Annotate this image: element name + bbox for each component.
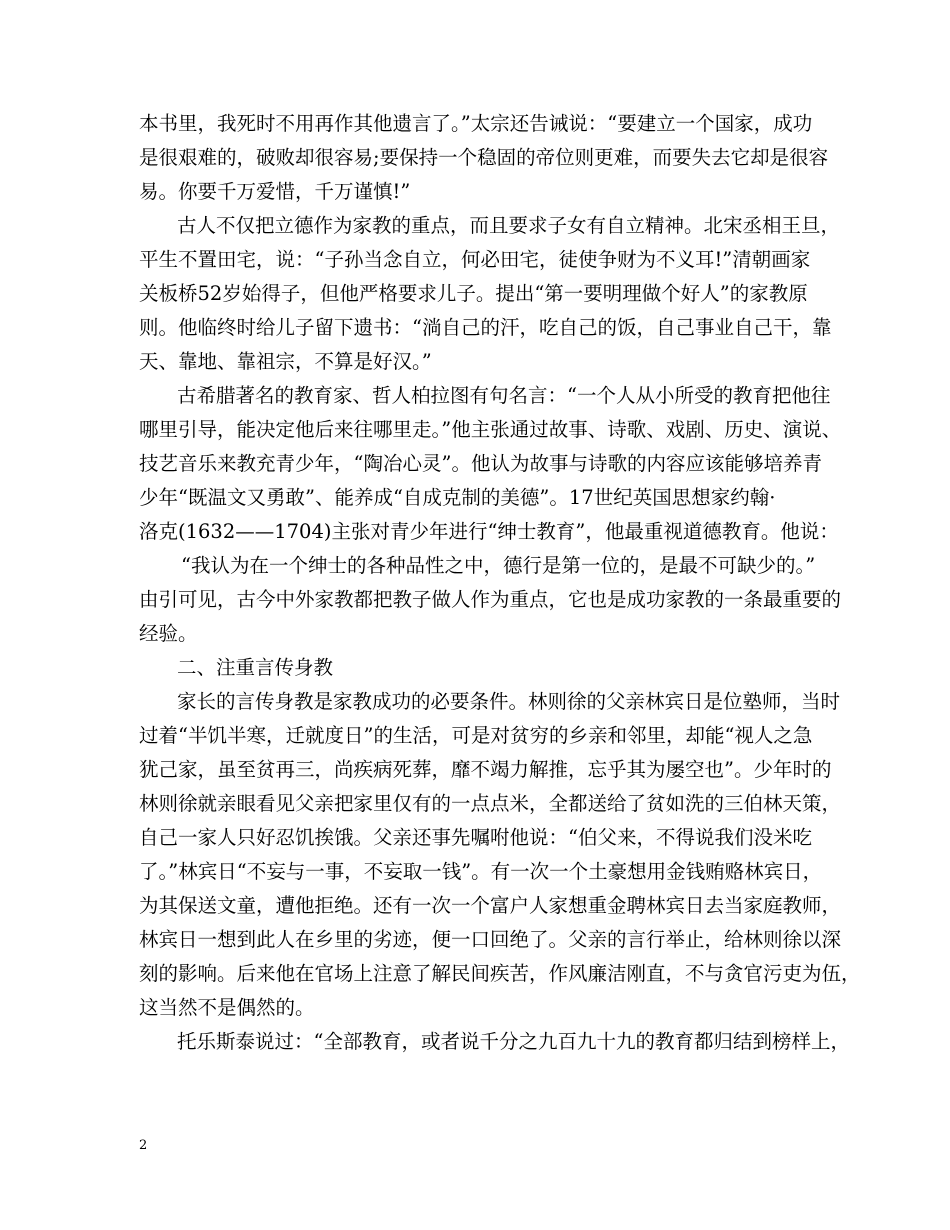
- text-line: 这当然不是偶然的。: [139, 996, 315, 1019]
- text-line: 本书里，我死时不用再作其他遗言了。”太宗还告诫说：“要建立一个国家，成功: [139, 112, 813, 135]
- text-line: 天、靠地、靠祖宗，不算是好汉。”: [139, 350, 432, 373]
- text-line: 哪里引导，能决定他后来往哪里走。”他主张通过故事、诗歌、戏剧、历史、演说、: [139, 418, 842, 441]
- text-line: 自己一家人只好忍饥挨饿。父亲还事先嘱咐他说：“伯父来，不得说我们没米吃: [139, 826, 812, 849]
- text-line: 易。你要千万爱惜，千万谨慎!”: [139, 180, 411, 203]
- text-line: 是很艰难的，破败却很容易;要保持一个稳固的帝位则更难，而要失去它却是很容: [139, 146, 829, 169]
- text-line: 由引可见，古今中外家教都把教子做人作为重点，它也是成功家教的一条最重要的: [139, 588, 842, 611]
- paragraph-start-line: 托乐斯泰说过：“全部教育，或者说千分之九百九十九的教育都归结到榜样上，: [177, 1030, 850, 1053]
- quote-line: “我认为在一个绅士的各种品性之中，德行是第一位的，是最不可缺少的。”: [181, 554, 816, 577]
- text-line: 犹己家，虽至贫再三，尚疾病死葬，靡不竭力解推，忘乎其为屡空也”。少年时的: [139, 758, 832, 781]
- text-line: 过着“半饥半寒，迁就度日”的生活，可是对贫穷的乡亲和邻里，却能“视人之急: [139, 724, 813, 747]
- text-line: 为其保送文童，遭他拒绝。还有一次一个富户人家想重金聘林宾日去当家庭教师，: [139, 894, 842, 917]
- text-line: 刻的影响。后来他在官场上注意了解民间疾苦，作风廉洁刚直，不与贪官污吏为伍，: [139, 962, 861, 985]
- paragraph-start-line: 古希腊著名的教育家、哲人柏拉图有句名言：“一个人从小所受的教育把他往: [177, 384, 831, 407]
- text-line: 林宾日一想到此人在乡里的劣迹，便一口回绝了。父亲的言行举止，给林则徐以深: [139, 928, 842, 951]
- page-number: 2: [139, 1138, 148, 1153]
- section-heading: 二、注重言传身教: [177, 656, 334, 679]
- text-line: 技艺音乐来教充青少年，“陶冶心灵”。他认为故事与诗歌的内容应该能够培养青: [139, 452, 822, 475]
- text-line: 洛克(1632——1704)主张对青少年进行“绅士教育”，他最重视道德教育。他说：: [139, 520, 839, 543]
- text-line: 林则徐就亲眼看见父亲把家里仅有的一点点米，全都送给了贫如洗的三伯林天策，: [139, 792, 842, 815]
- text-line: 了。”林宾日“不妄与一事，不妄取一钱”。有一次一个土豪想用金钱贿赂林宾日，: [139, 860, 823, 883]
- text-line: 少年“既温文又勇敢”、能养成“自成克制的美德”。17世纪英国思想家约翰·: [139, 486, 776, 509]
- paragraph-start-line: 古人不仅把立德作为家教的重点，而且要求子女有自立精神。北宋丞相王旦，: [177, 214, 841, 237]
- document-body: [139, 107, 861, 1059]
- text-line: 关板桥52岁始得子，但他严格要求儿子。提出“第一要明理做个好人”的家教原: [139, 282, 808, 305]
- paragraph-start-line: 家长的言传身教是家教成功的必要条件。林则徐的父亲林宾日是位塾师，当时: [177, 690, 841, 713]
- text-line: 平生不置田宅，说：“子孙当念自立，何必田宅，徒使争财为不义耳!”清朝画家: [139, 248, 811, 271]
- text-line: 则。他临终时给儿子留下遗书：“淌自己的汗，吃自己的饭，自己事业自己干，靠: [139, 316, 832, 339]
- text-line: 经验。: [139, 622, 198, 645]
